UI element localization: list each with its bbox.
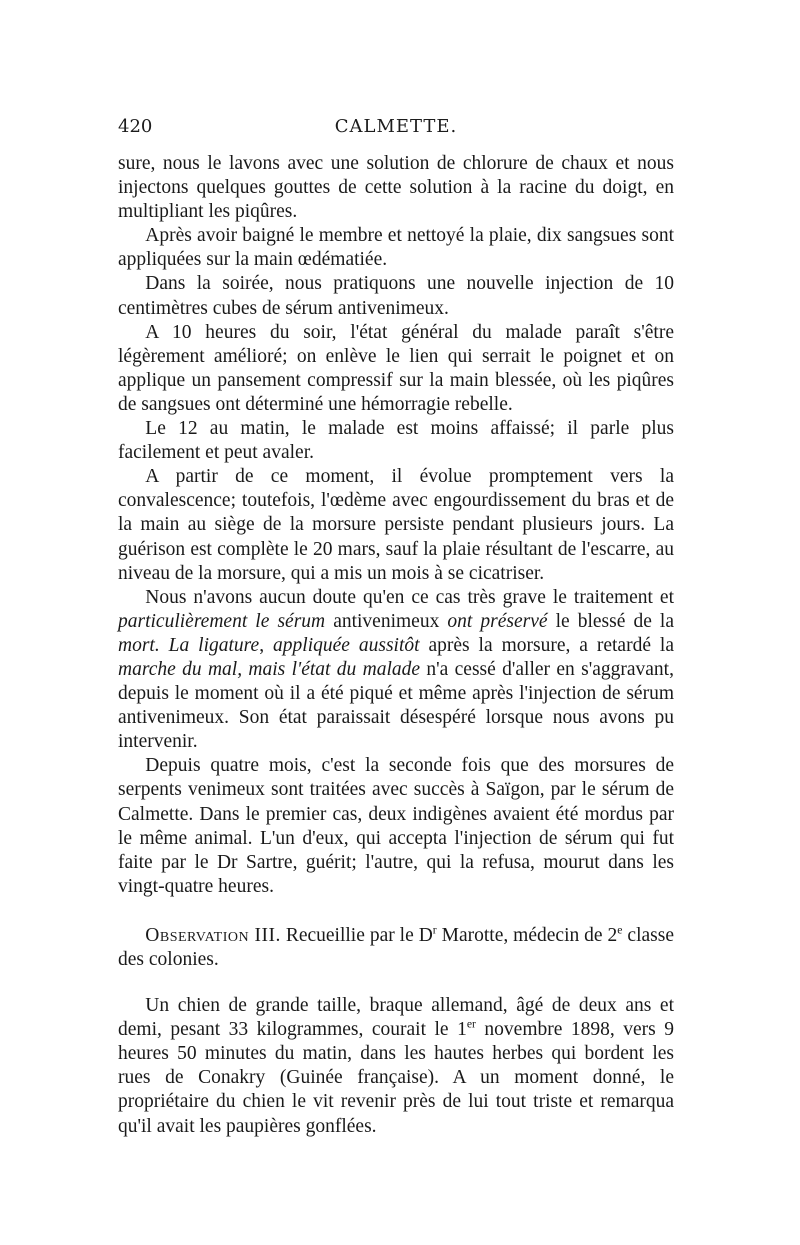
text-run: , (259, 634, 274, 656)
page-header (118, 116, 674, 140)
text-run: Un chien de grande taille, braque allemand, âgé de deux ans et demi, pesant 33 kilogrammes, courait le 1 (118, 995, 674, 1041)
superscript: er (466, 1017, 476, 1031)
superscript: e (617, 923, 623, 937)
page-body (118, 152, 674, 1139)
paragraph: A 10 heures du soir, l'état général du malade paraît s'être légèrement amélioré; on enlève le lien qui serrait le poignet et on applique un pansement compressif sur la main blessée, où les piqûres de sangsues ont déterminé une hémorragie rebelle. (118, 321, 674, 415)
superscript: r (432, 923, 437, 937)
italic-run: particulièrement le sérum (118, 610, 326, 632)
text-run: Marotte, médecin de 2 (436, 924, 618, 946)
paragraph: Dans la soirée, nous pratiquons une nouvelle injection de 10 centimètres cubes de sérum antivenimeux. (118, 273, 674, 319)
italic-run: mort. La ligature (118, 634, 260, 656)
italic-run: ont préservé (447, 610, 548, 632)
paragraph: Le 12 au matin, le malade est moins affaissé; il parle plus facilement et peut avaler. (118, 418, 674, 464)
italic-run: marche du mal, mais l'état du malade (118, 658, 421, 680)
conclusion-paragraph (118, 586, 674, 755)
text-run: classe des colonies. (118, 924, 674, 970)
paragraph: sure, nous le lavons avec une solution de chlorure de chaux et nous injectons quelques gouttes de cette solution à la racine du doigt, en multipliant les piqûres. (118, 153, 674, 223)
running-head: CALMETTE. (334, 116, 458, 137)
paragraph: Depuis quatre mois, c'est la seconde fois que des morsures de serpents venimeux sont traitées avec succès à Saïgon, par le sérum de Calmette. Dans le premier cas, deux indigènes avaient été mordus par le même animal. L'un d'eux, qui accepta l'injection de sérum qui fut faite par le Dr Sartre, guérit; l'autre, qui la refusa, mourut dans les vingt-quatre heures. (118, 755, 674, 897)
text-run: après la morsure, a retardé la (419, 634, 674, 656)
italic-run: appliquée aussitôt (273, 634, 420, 656)
observation-label: Observation III. (145, 924, 281, 946)
text-run: le blessé de la (547, 610, 675, 632)
paragraph (118, 994, 674, 1139)
text-run: Nous n'avons aucun doute qu'en ce cas très grave le traitement et (145, 586, 674, 608)
page-number: 420 (118, 116, 153, 137)
text-run: Recueillie par le D (280, 924, 433, 946)
text-run: n'a cessé d'aller en s'aggravant, depuis le moment où il a été piqué et même après l'injection de sérum antivenimeux. Son état paraissait désespéré lorsque nous avons pu intervenir. (118, 658, 674, 753)
paragraph: Après avoir baigné le membre et nettoyé la plaie, dix sangsues sont appliquées sur la main œdématiée. (118, 225, 674, 271)
text-run: novembre 1898, vers 9 heures 50 minutes du matin, dans les hautes herbes qui bordent les rues de Conakry (Guinée française). A un moment donné, le propriétaire du chien le vit revenir près de lui tout triste et remarqua qu'il avait les paupières gonflées. (118, 1019, 674, 1137)
text-run: antivenimeux (325, 610, 448, 632)
observation-heading (118, 924, 674, 972)
paragraph: A partir de ce moment, il évolue promptement vers la convalescence; toutefois, l'œdème avec engourdissement du bras et de la main au siège de la morsure persiste pendant plusieurs jours. La guérison est complète le 20 mars, sauf la plaie résultant de l'escarre, au niveau de la morsure, qui a mis un mois à se cicatriser. (118, 466, 674, 584)
